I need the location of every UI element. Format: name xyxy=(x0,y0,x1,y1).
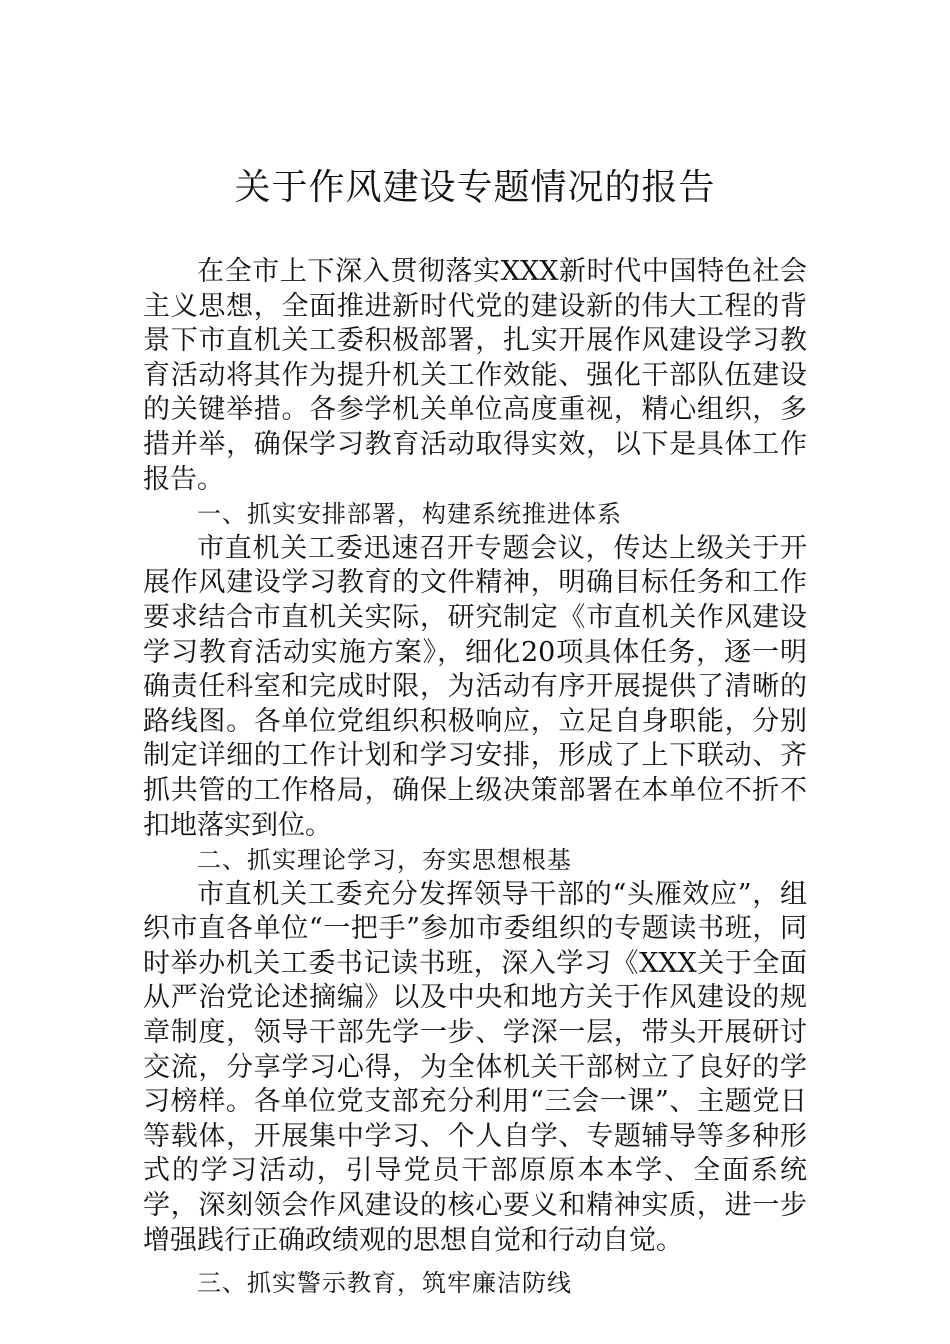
section-spacer xyxy=(143,1258,807,1266)
section-heading-2: 二、抓实理论学习，夯实思想根基 xyxy=(197,846,572,875)
section-paragraph-1: 市直机关工委迅速召开专题会议，传达上级关于开展作风建设学习教育的文件精神，明确目标任务和工作要求结合市直机关实际，研究制定《市直机关作风建设学习教育活动实施方案》，细化20项具体任务，逐一明确责任科室和完成时限，为活动有序开展提供了清晰的路线图。各单位党组织积极响应，立足自身职能，分别制定详细的工作计划和学习安排，形成了上下联动、齐抓共管的工作格局，确保上级决策部署在本单位不折不扣地落实到位。 xyxy=(143,532,807,841)
section-heading-1: 一、抓实安排部署，构建系统推进体系 xyxy=(197,500,622,529)
document-body xyxy=(143,255,807,1301)
section-paragraph-2: 市直机关工委充分发挥领导干部的“头雁效应”，组织市直各单位“一把手”参加市委组织的专题读书班，同时举办机关工委书记读书班，深入学习《XXX关于全面从严治党论述摘编》以及中央和地方关于作风建设的规章制度，领导干部先学一步、学深一层，带头开展研讨交流，分享学习心得，为全体机关干部树立了良好的学习榜样。各单位党支部充分利用“三会一课”、主题党日等载体，开展集中学习、个人自学、专题辅导等多种形式的学习活动，引导党员干部原原本本学、全面系统学，深刻领会作风建设的核心要义和精神实质，进一步增强践行正确政绩观的思想自觉和行动自觉。 xyxy=(143,878,807,1256)
document-title: 关于作风建设专题情况的报告 xyxy=(234,167,716,208)
intro-paragraph: 在全市上下深入贯彻落实XXX新时代中国特色社会主义思想，全面推进新时代党的建设新的伟大工程的背景下市直机关工委积极部署，扎实开展作风建设学习教育活动将其作为提升机关工作效能、强化干部队伍建设的关键举措。各参学机关单位高度重视，精心组织，多措并举，确保学习教育活动取得实效，以下是具体工作报告。 xyxy=(143,256,807,495)
section-heading-3: 三、抓实警示教育，筑牢廉洁防线 xyxy=(197,1269,572,1298)
